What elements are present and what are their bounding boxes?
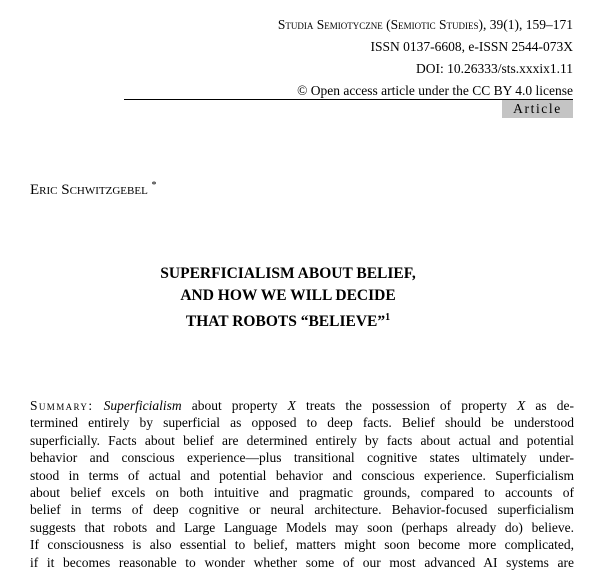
summary-label: Summary: xyxy=(30,398,94,413)
summary-text: as de- xyxy=(525,398,575,413)
title-line: AND HOW WE WILL DECIDE xyxy=(180,287,396,304)
summary-line: termined entirely by superficial as opposed to deep facts. Belief should be understood xyxy=(30,415,574,431)
article-type-tag: Article xyxy=(502,100,573,118)
summary-line: stood in terms of actual and potential behavior and conscious experience. Superficialism xyxy=(30,467,574,483)
author-footnote-mark: * xyxy=(151,180,157,191)
summary-line: superficially. Facts about belief are determined entirely by facts about actual and potential xyxy=(30,432,574,448)
author-name: Eric Schwitzgebel xyxy=(30,182,148,198)
summary-var: X xyxy=(517,398,526,413)
doi-line: DOI: 10.26333/sts.xxxix1.11 xyxy=(415,61,573,76)
summary-abstract xyxy=(30,397,574,571)
summary-line: belief in terms of deep cognitive or neural architecture. Behavior-focused superficialism xyxy=(30,502,574,518)
journal-name: Studia Semiotyczne (Semiotic Studies) xyxy=(277,17,483,32)
summary-text: treats the possession of property xyxy=(295,398,518,413)
summary-line xyxy=(30,397,574,414)
author-line xyxy=(30,180,157,199)
paper-title xyxy=(30,263,546,333)
issn-line: ISSN 0137-6608, e-ISSN 2544-073X xyxy=(370,39,573,54)
journal-volume-pages: , 39(1), 159–171 xyxy=(483,17,573,32)
title-footnote-mark: 1 xyxy=(385,312,391,323)
summary-line: behavior and conscious experience—plus transitional cognitive states ultimately under- xyxy=(30,450,574,466)
summary-line: about belief excels on both intuitive and pragmatic grounds, compared to accounts of xyxy=(30,485,574,501)
journal-citation xyxy=(278,14,573,36)
title-line: SUPERFICIALISM ABOUT BELIEF, xyxy=(160,265,416,282)
summary-line: suggests that robots and Large Language Models may soon (perhaps already do) believe. xyxy=(30,519,574,535)
summary-line: If consciousness is also essential to belief, matters might soon become more complicated, xyxy=(30,537,574,553)
summary-term: Superficialism xyxy=(103,398,182,413)
license-line: © Open access article under the CC BY 4.0 license xyxy=(297,83,573,98)
summary-text: about property xyxy=(181,398,288,413)
summary-var: X xyxy=(287,398,296,413)
journal-header xyxy=(278,14,573,102)
title-line-text: THAT ROBOTS “BELIEVE” xyxy=(185,313,386,330)
title-line xyxy=(30,307,546,333)
summary-line: if it becomes reasonable to wonder whether some of our most advanced AI systems are xyxy=(30,554,574,570)
